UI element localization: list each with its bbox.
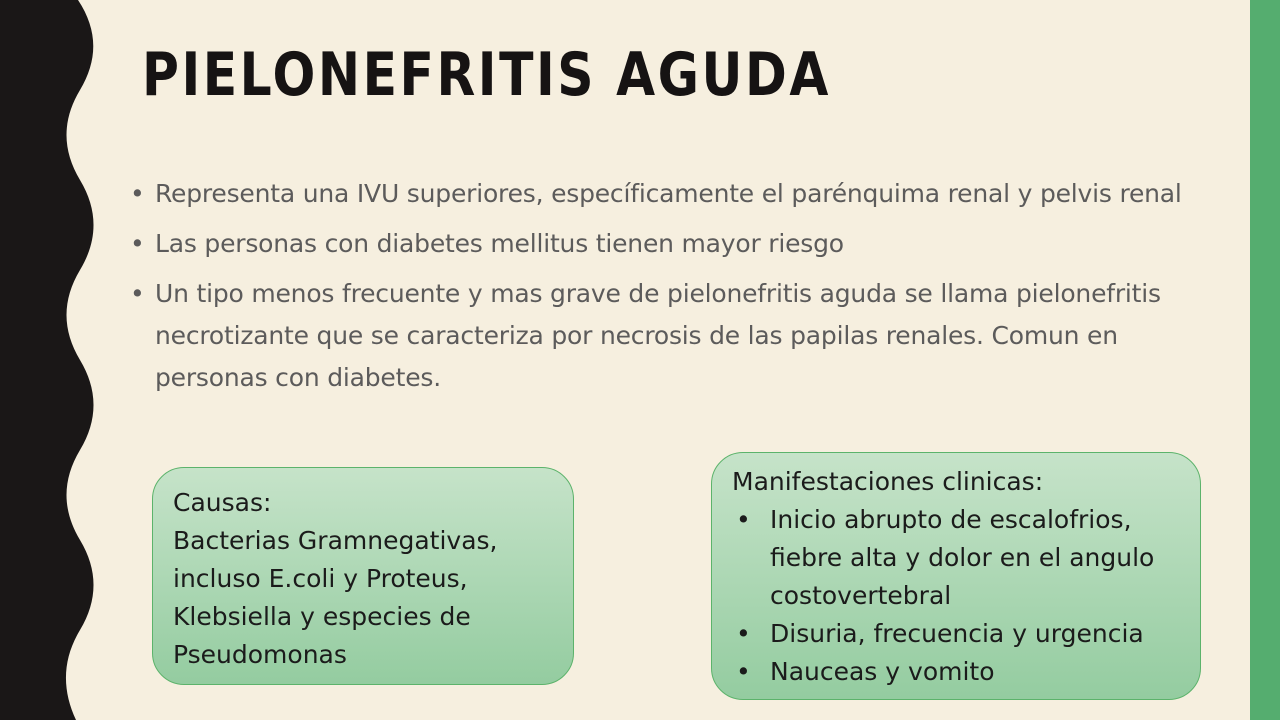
manifestaciones-box [711,452,1201,700]
manifestaciones-heading: Manifestaciones clinicas: [732,467,1044,496]
bullet-item [130,273,1210,399]
bullet-dot: • [130,229,145,258]
manifestacion-text: Inicio abrupto de escalofrios, fiebre alta y dolor en el angulo costovertebral [770,505,1155,610]
causas-text: Bacterias Gramnegativas, incluso E.coli y Proteus, Klebsiella y especies de Pseudomonas [173,526,498,669]
bullet-dot: • [736,619,751,648]
bullet-dot: • [736,505,751,534]
right-accent-stripe [1250,0,1280,720]
manifestacion-text: Nauceas y vomito [770,657,995,686]
bullet-item [130,173,1210,215]
manifestacion-item [732,501,1180,615]
causas-box [152,467,574,685]
causas-heading: Causas: [173,488,272,517]
bullet-dot: • [736,657,751,686]
left-wave-band [0,0,100,720]
bullet-item [130,223,1210,265]
bullet-text: Un tipo menos frecuente y mas grave de pielonefritis aguda se llama pielonefritis necrotizante que se caracteriza por necrosis de las papilas renales. Comun en personas con diabetes. [155,279,1161,392]
slide-title: PIELONEFRITIS AGUDA [142,40,831,110]
manifestaciones-list [732,501,1180,691]
bullet-list [130,173,1210,407]
bullet-text: Representa una IVU superiores, específicamente el parénquima renal y pelvis renal [155,179,1182,208]
manifestacion-text: Disuria, frecuencia y urgencia [770,619,1144,648]
manifestacion-item [732,653,1180,691]
manifestacion-item [732,615,1180,653]
bullet-text: Las personas con diabetes mellitus tienen mayor riesgo [155,229,844,258]
bullet-dot: • [130,179,145,208]
bullet-dot: • [130,279,145,308]
